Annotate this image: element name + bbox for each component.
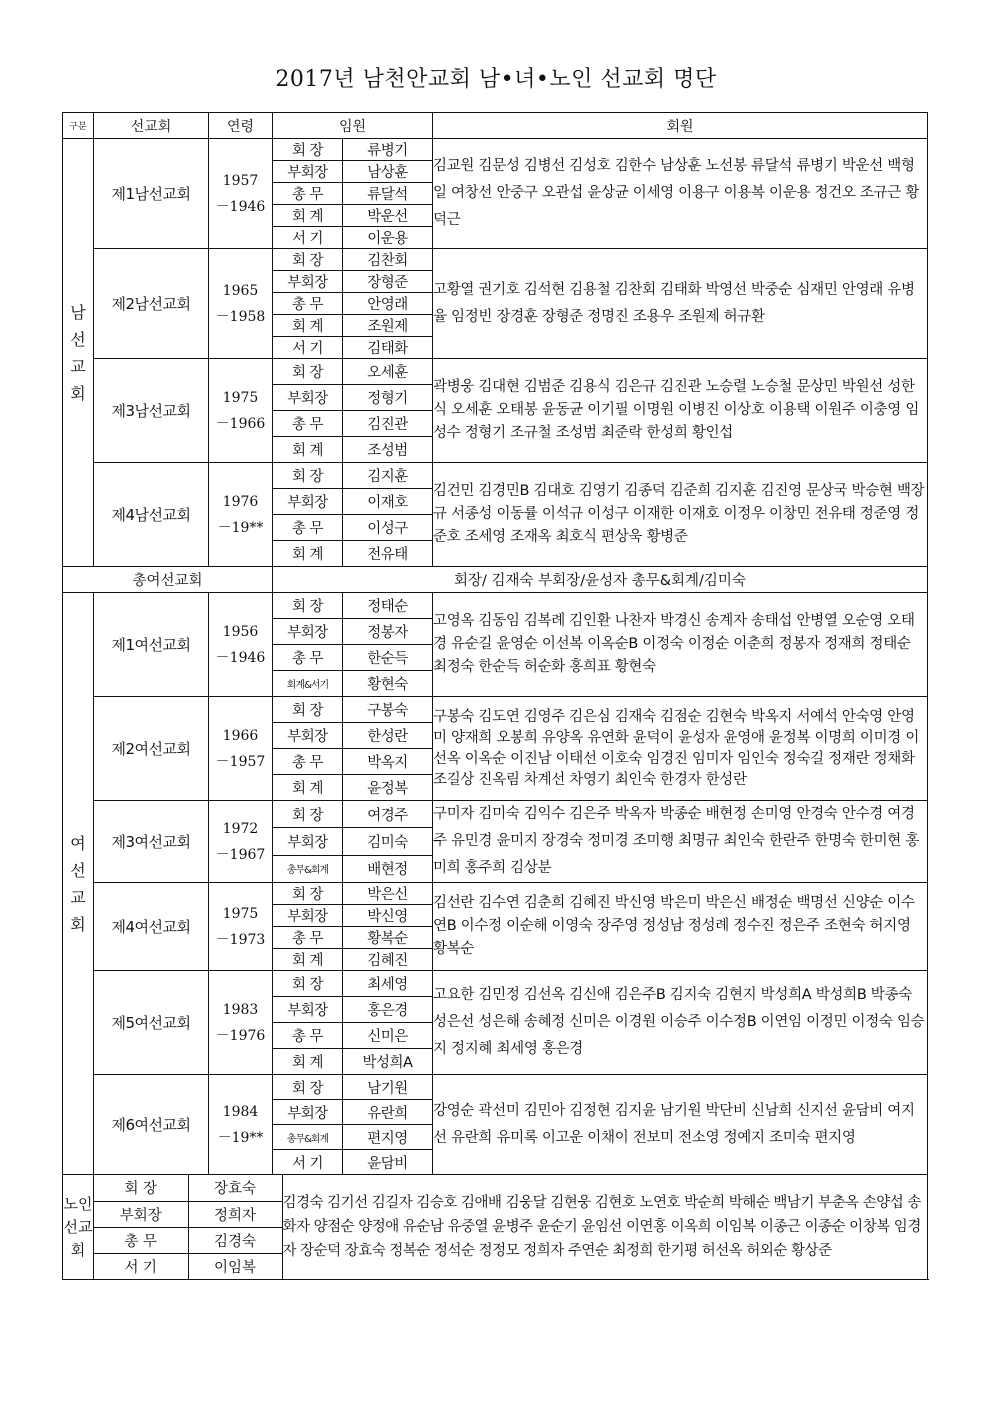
officer-position: 회 장	[273, 801, 343, 828]
women-group-label: 여 선 교 회	[63, 593, 94, 1175]
club-years: 1984 －19**	[209, 1075, 273, 1175]
officer-name: 박옥지	[343, 749, 433, 775]
officer-name: 이재호	[343, 489, 433, 515]
officer-name: 이임복	[188, 1253, 282, 1279]
officer-position: 회 장	[273, 1075, 343, 1100]
officer-position: 회 장	[273, 139, 343, 161]
officer-name: 배현정	[343, 855, 433, 882]
officer-position: 부회장	[273, 1100, 343, 1125]
officer-name: 윤정복	[343, 775, 433, 801]
club-years: 1957 －1946	[209, 139, 273, 249]
table-row	[63, 139, 928, 161]
member-list: 김경숙 김기선 김길자 김승호 김애배 김웅달 김현웅 김현호 노연호 박순희 박해순 백남기 부춘옥 손양섭 송화자 양점순 양정애 유순남 유중열 윤병주 윤순기 윤임선 이연홍 이옥희 이임복 이종근 이종순 이창복 임경자 장순덕 장효숙 정복순 정석순 정정모 정희자 주연순 최정희 한기평 허선옥 허외순 황상준	[282, 1175, 927, 1279]
officer-name: 전유태	[343, 541, 433, 567]
officer-position: 회 장	[273, 463, 343, 489]
officer-name: 안영래	[343, 293, 433, 315]
table-row	[63, 1075, 928, 1100]
club-name: 제1여선교회	[94, 593, 209, 697]
officer-name: 정희자	[188, 1201, 282, 1227]
member-list: 곽병웅 김대현 김범준 김용식 김은규 김진관 노승렬 노승철 문상민 박원선 성한식 오세훈 오태봉 윤동균 이기필 이명원 이병진 이상호 이용택 이원주 이충영 임성수 정형기 조규철 조성범 최준락 한성희 황인섭	[433, 359, 928, 463]
officer-position: 부회장	[273, 619, 343, 645]
officer-position: 서 기	[273, 337, 343, 359]
officer-name: 유란희	[343, 1100, 433, 1125]
header-age: 연령	[209, 113, 273, 139]
officer-position: 총 무	[273, 749, 343, 775]
officer-name: 편지영	[343, 1125, 433, 1150]
officer-position: 총무&회계	[273, 855, 343, 882]
member-list: 구미자 김미숙 김익수 김은주 박옥자 박종순 배현정 손미영 안경숙 안수경 여경주 유민경 윤미지 장경숙 정미경 조미행 최명규 최인숙 한란주 한명숙 한미현 홍미희 홍주희 김상분	[433, 801, 928, 883]
officer-position: 회 계	[273, 315, 343, 337]
senior-section	[94, 1175, 928, 1280]
officer-position: 부회장	[273, 997, 343, 1023]
table-row	[63, 971, 928, 997]
club-name: 제2여선교회	[94, 697, 209, 801]
officer-name: 김태화	[343, 337, 433, 359]
men-group-label: 남 선 교 회	[63, 139, 94, 567]
club-years: 1972 －1967	[209, 801, 273, 883]
club-years: 1975 －1966	[209, 359, 273, 463]
table-row	[63, 567, 928, 593]
club-years: 1976 －19**	[209, 463, 273, 567]
officer-position: 총 무	[94, 1227, 188, 1253]
member-list: 김교원 김문성 김병선 김성호 김한수 남상훈 노선봉 류달석 류병기 박운선 백형일 여창선 안중구 오관섭 윤상균 이세영 이용구 이용복 이운용 정건오 조규근 황덕근	[433, 139, 928, 249]
header-club: 선교회	[94, 113, 209, 139]
officer-position: 회 계	[273, 949, 343, 971]
officer-name: 정태순	[343, 593, 433, 619]
member-list: 고요한 김민정 김선옥 김신애 김은주B 김지숙 김현지 박성희A 박성희B 박종숙 성은선 성은해 송혜정 신미은 이경원 이승주 이수정B 이연임 이정민 이정숙 임승지 정지혜 최세영 홍은경	[433, 971, 928, 1075]
officer-name: 한성란	[343, 723, 433, 749]
member-list: 김건민 김경민B 김대호 김영기 김종덕 김준희 김지훈 김진영 문상국 박승현 백장규 서종성 이동률 이석규 이성구 이재한 이재호 이정우 이창민 전유태 정준영 정준호 조세영 조재옥 최호식 편상욱 황병준	[433, 463, 928, 567]
officer-name: 박은신	[343, 883, 433, 905]
officer-position: 부회장	[273, 161, 343, 183]
club-name: 제1남선교회	[94, 139, 209, 249]
officer-name: 남기원	[343, 1075, 433, 1100]
officer-name: 여경주	[343, 801, 433, 828]
member-list: 고영옥 김동임 김복례 김인환 나찬자 박경신 송계자 송태섭 안병열 오순영 오태경 유순길 윤영순 이선복 이옥순B 이정숙 이정순 이춘희 정봉자 정재희 정태순 최정숙 한순득 허순화 홍희표 황현숙	[433, 593, 928, 697]
officer-position: 회 계	[273, 541, 343, 567]
officer-position: 서 기	[273, 1150, 343, 1175]
officer-position: 회 계	[273, 437, 343, 463]
table-row	[63, 883, 928, 905]
officer-position: 총 무	[273, 411, 343, 437]
officer-position: 서 기	[273, 227, 343, 249]
table-row	[63, 593, 928, 619]
member-list: 구봉숙 김도연 김영주 김은심 김재숙 김점순 김현숙 박옥지 서예석 안숙영 안영미 양재희 오봉희 유양옥 유연화 윤덕이 윤성자 윤영애 윤정복 이명희 이미경 이선옥 이옥순 이진남 이태선 이호숙 임경진 임미자 임인숙 정숙길 정재란 정채화 조길상 진옥림 차계선 차영기 최인숙 한경자 한성란	[433, 697, 928, 801]
club-name: 제3여선교회	[94, 801, 209, 883]
officer-name: 류달석	[343, 183, 433, 205]
club-name: 제3남선교회	[94, 359, 209, 463]
club-name: 제5여선교회	[94, 971, 209, 1075]
club-years: 1956 －1946	[209, 593, 273, 697]
officer-position: 총 무	[273, 183, 343, 205]
officer-position: 회 장	[273, 359, 343, 385]
officer-position: 회 장	[273, 249, 343, 271]
officer-name: 김찬회	[343, 249, 433, 271]
club-name: 제4여선교회	[94, 883, 209, 971]
officer-position: 회 계	[273, 775, 343, 801]
officer-position: 부회장	[273, 385, 343, 411]
officer-position: 회 장	[273, 883, 343, 905]
member-list: 고황열 권기호 김석현 김용철 김찬회 김태화 박영선 박중순 심재민 안영래 유병율 임정빈 장경훈 장형준 정명진 조용우 조원제 허규환	[433, 249, 928, 359]
officer-position: 회 장	[273, 697, 343, 723]
officer-position: 회 계	[273, 1049, 343, 1075]
officer-name: 장형준	[343, 271, 433, 293]
officer-position: 서 기	[94, 1253, 188, 1279]
women-union-label: 총여선교회	[63, 567, 273, 593]
officer-position: 회 장	[273, 971, 343, 997]
officer-position: 총 무	[273, 1023, 343, 1049]
officer-name: 조원제	[343, 315, 433, 337]
officer-name: 류병기	[343, 139, 433, 161]
officer-name: 박운선	[343, 205, 433, 227]
table-row	[63, 359, 928, 385]
table-row	[63, 463, 928, 489]
officer-position: 총 무	[273, 515, 343, 541]
officer-position: 부회장	[273, 271, 343, 293]
officer-name: 윤담비	[343, 1150, 433, 1175]
officer-position: 부회장	[94, 1201, 188, 1227]
officer-position: 총 무	[273, 293, 343, 315]
officer-position: 총 무	[273, 927, 343, 949]
officer-name: 장효숙	[188, 1175, 282, 1201]
officer-position: 회 장	[94, 1175, 188, 1201]
table-header-row	[63, 113, 928, 139]
officer-name: 정봉자	[343, 619, 433, 645]
officer-name: 남상훈	[343, 161, 433, 183]
club-years: 1983 －1976	[209, 971, 273, 1075]
club-years: 1965 －1958	[209, 249, 273, 359]
officer-name: 최세영	[343, 971, 433, 997]
officer-position: 부회장	[273, 723, 343, 749]
page-title: 2017년 남천안교회 남•녀•노인 선교회 명단	[275, 67, 717, 92]
officer-name: 김미숙	[343, 828, 433, 855]
member-list: 김선란 김수연 김춘희 김혜진 박신영 박은미 박은신 배정순 백명선 신양순 이수연B 이수정 이순해 이영숙 장주영 정성남 정성례 정수진 정은주 조현숙 허지영 황복순	[433, 883, 928, 971]
club-name: 제6여선교회	[94, 1075, 209, 1175]
header-gubun: 구분	[63, 113, 94, 139]
club-name: 제2남선교회	[94, 249, 209, 359]
officer-name: 박신영	[343, 905, 433, 927]
officer-name: 황복순	[343, 927, 433, 949]
officer-name: 한순득	[343, 645, 433, 671]
header-officers: 임원	[273, 113, 433, 139]
table-row	[63, 249, 928, 271]
table-row	[63, 697, 928, 723]
women-union-officers: 회장/ 김재숙 부회장/윤성자 총무&회계/김미숙	[273, 567, 928, 593]
officer-position: 회계&서기	[273, 671, 343, 697]
officer-position: 부회장	[273, 905, 343, 927]
officer-position: 회 장	[273, 593, 343, 619]
table-row	[63, 801, 928, 828]
officer-name: 오세훈	[343, 359, 433, 385]
officer-position: 부회장	[273, 828, 343, 855]
club-years: 1966 －1957	[209, 697, 273, 801]
officer-name: 조성범	[343, 437, 433, 463]
officer-name: 정형기	[343, 385, 433, 411]
officer-name: 김진관	[343, 411, 433, 437]
officer-position: 부회장	[273, 489, 343, 515]
member-list: 강영순 곽선미 김민아 김정현 김지윤 남기원 박단비 신남희 신지선 윤담비 여지선 유란희 유미록 이고운 이채이 전보미 전소영 정예지 조미숙 편지영	[433, 1075, 928, 1175]
club-years: 1975 －1973	[209, 883, 273, 971]
officer-position: 회 계	[273, 205, 343, 227]
officer-name: 신미은	[343, 1023, 433, 1049]
header-members: 회원	[433, 113, 928, 139]
officer-name: 이운용	[343, 227, 433, 249]
mission-roster-table	[62, 112, 928, 1280]
officer-name: 박성희A	[343, 1049, 433, 1075]
officer-name: 홍은경	[343, 997, 433, 1023]
officer-position: 총무&회계	[273, 1125, 343, 1150]
table-row	[63, 1175, 928, 1201]
club-name: 제4남선교회	[94, 463, 209, 567]
officer-name: 김경숙	[188, 1227, 282, 1253]
officer-name: 김지훈	[343, 463, 433, 489]
officer-name: 황현숙	[343, 671, 433, 697]
officer-name: 김혜진	[343, 949, 433, 971]
officer-name: 구봉숙	[343, 697, 433, 723]
officer-position: 총 무	[273, 645, 343, 671]
officer-name: 이성구	[343, 515, 433, 541]
senior-group-label: 노인 선교 회	[63, 1175, 94, 1280]
